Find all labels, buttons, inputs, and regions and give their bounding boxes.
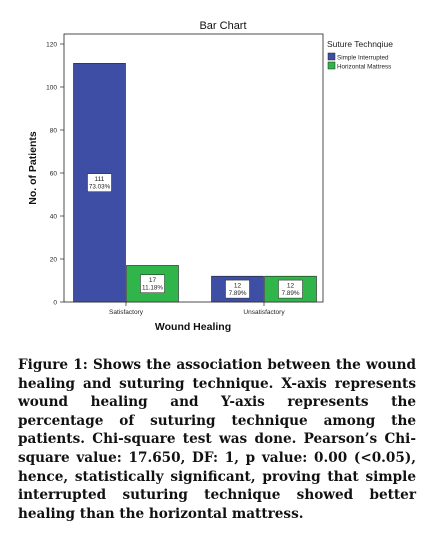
data-label-percent: 7.89% — [228, 290, 247, 298]
y-tick-label: 80 — [49, 127, 57, 135]
y-tick-label: 60 — [49, 170, 57, 178]
legend-swatch — [328, 53, 335, 60]
y-tick-label: 20 — [49, 256, 57, 264]
data-label-percent: 73.03% — [88, 183, 111, 191]
legend-item-simple-interrupted — [328, 53, 389, 62]
data-label-count: 12 — [233, 282, 242, 290]
figure-caption: Figure 1: Shows the association between the wound healing and suturing technique. X-axis represents wound healing and Y-axis represents the percentage of suturing technique among the patients. Chi-square test was done. Pearson’s Chi-square value: 17.650, DF: 1, p value: 0.00 (<0.05), hence, statistically significant, proving that simple interrupted suturing technique showed better healing than the horizontal mattress. — [18, 357, 416, 522]
legend-item-horizontal-mattress — [328, 62, 391, 71]
data-label-count: 17 — [148, 277, 157, 285]
y-tick-label: 0 — [53, 299, 57, 307]
legend-title: Suture Technqiue — [327, 39, 394, 49]
chart-title: Bar Chart — [199, 20, 247, 32]
data-label-count: 12 — [286, 282, 295, 290]
legend-label: Simple Interrupted — [337, 54, 389, 62]
legend-label: Horizontal Mattress — [337, 63, 392, 71]
data-label-percent: 7.89% — [281, 290, 300, 298]
y-axis-label: No. of Patients — [27, 131, 39, 205]
x-axis-label: Wound Healing — [154, 321, 232, 333]
data-label-percent: 11.18% — [142, 284, 163, 292]
x-tick-label: Satisfactory — [109, 309, 143, 316]
legend-swatch — [328, 62, 335, 69]
y-tick-label: 120 — [46, 41, 57, 49]
y-tick-label: 40 — [49, 213, 57, 221]
data-label-count: 111 — [94, 176, 105, 184]
y-tick-label: 100 — [46, 84, 57, 92]
x-tick-label: Unsatisfactory — [243, 309, 285, 316]
legend — [327, 39, 393, 71]
